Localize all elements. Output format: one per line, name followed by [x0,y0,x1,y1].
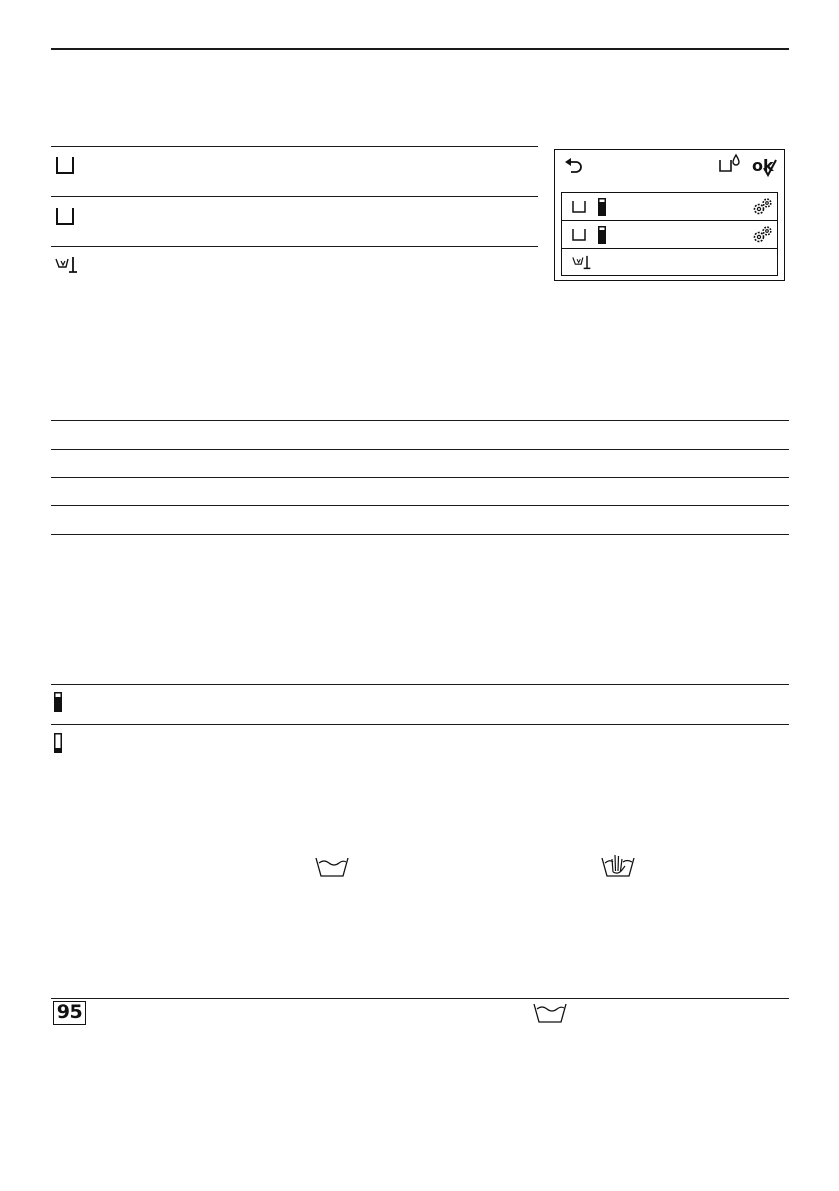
level-full-icon [54,692,62,712]
tray-icon [55,207,75,227]
bottom-rule [51,998,789,999]
table-rule [51,420,789,421]
level-full-icon [598,226,606,244]
hand-wash-tool-icon [55,256,79,274]
table-rule [51,505,789,506]
gears-icon[interactable] [752,225,774,245]
temperature-badge: 95 [53,1001,86,1025]
legend-rule [51,684,789,685]
ok-label[interactable]: ok [752,156,774,175]
back-arrow-icon[interactable] [565,157,585,175]
check-icon [763,159,777,177]
table-rule [51,534,789,535]
hand-wash-tool-icon [572,255,592,270]
tray-icon [55,156,75,176]
list-rule [51,196,538,197]
table-rule [51,477,789,478]
level-low-icon [54,733,62,753]
table-rule [51,449,789,450]
display-panel [554,149,785,281]
tray-icon [572,200,586,214]
wash-tub-icon [315,857,349,877]
wash-tub-icon [533,1003,567,1023]
top-rule [51,48,789,50]
list-rule [51,146,538,147]
panel-row[interactable] [562,193,777,221]
level-full-icon [598,198,606,216]
tray-drop-icon[interactable] [718,154,742,174]
panel-row[interactable] [562,249,777,277]
list-rule [51,246,538,247]
gears-icon[interactable] [752,197,774,217]
tray-icon [572,228,586,242]
legend-rule [51,724,789,725]
hand-wash-tub-icon [601,853,635,877]
panel-list [561,192,778,276]
panel-row[interactable] [562,221,777,249]
